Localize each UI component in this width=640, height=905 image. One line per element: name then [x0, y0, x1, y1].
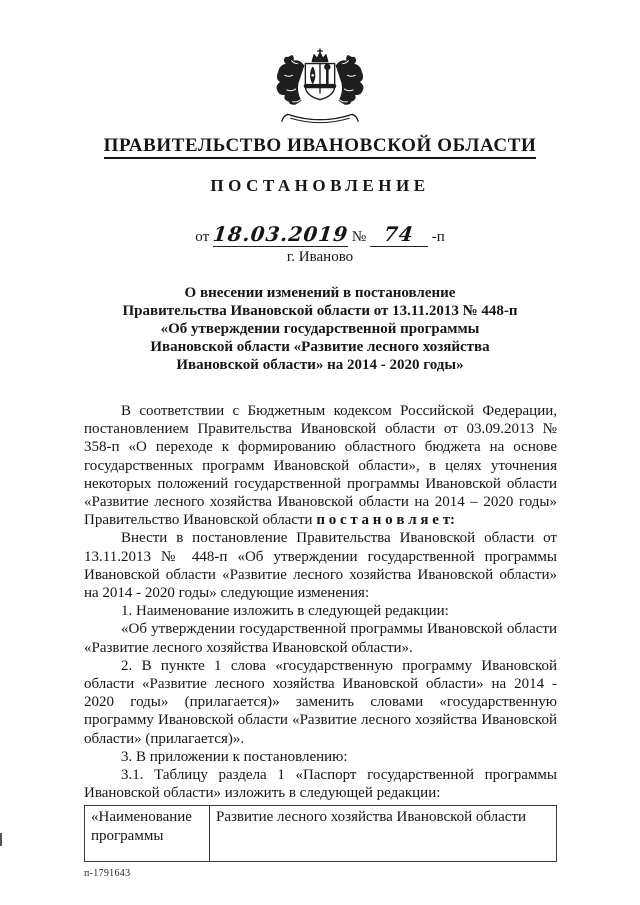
subject-block: [0, 284, 640, 374]
body-paragraph: [84, 602, 557, 620]
number-suffix: -п: [431, 229, 445, 245]
date-number-line: [0, 222, 640, 247]
paragraph-text: «Об утверждении государственной программы Ивановской области «Развитие лесного хозяйства Ивановской области».: [84, 621, 557, 656]
number-blank: [370, 222, 428, 247]
document-body: [84, 402, 557, 862]
paragraph-text: 3.1. Таблицу раздела 1 «Паспорт государственной программы Ивановской области» изложить в следующей редакции:: [84, 767, 557, 802]
paragraph-text: 1. Наименование изложить в следующей редакции:: [121, 603, 449, 620]
table-cell-value: Развитие лесного хозяйства Ивановской области: [210, 806, 557, 861]
ivanovo-oblast-emblem-icon: [256, 46, 384, 130]
body-paragraph: [84, 529, 557, 602]
city-label: г. Иваново: [286, 249, 354, 265]
subject-line: Ивановской области» на 2014 - 2020 годы»: [176, 357, 464, 373]
paragraph-bold-suffix: п о с т а н о в л я е т:: [316, 512, 456, 529]
date-blank: [213, 222, 348, 247]
body-paragraph: [84, 748, 557, 766]
date-prefix: от: [195, 229, 210, 245]
subject-line: Ивановской области «Развитие лесного хозяйства: [150, 339, 490, 355]
paragraph-text: Внести в постановление Правительства Ивановской области от 13.11.2013 № 448-п «Об утверждении государственной программы Ивановской области «Развитие лесного хозяйства Ивановской области» на 2014 - 2020 годы» следующие изменения:: [84, 530, 557, 602]
subject-line: «Об утверждении государственной программы: [160, 321, 480, 337]
table-row: [85, 806, 557, 861]
org-name-heading: [0, 135, 640, 157]
paragraph-text: 3. В приложении к постановлению:: [121, 748, 348, 765]
paragraph-text: 2. В пункте 1 слова «государственную программу Ивановской области «Развитие лесного хозяйства Ивановской области» на 2014 - 2020 годы» (прилагается)» заменить словами «государственную программу Ивановской области «Развитие лесного хозяйства Ивановской области» (прилагается)».: [84, 657, 557, 747]
registration-code: п-1791643: [84, 868, 131, 879]
paragraph-text: В соответствии с Бюджетным кодексом Российской Федерации, постановлением Правительства Ивановской области от 03.09.2013 № 358-п «О переходе к формированию областного бюджета на основе государственных программ Ивановской области», в целях уточнения некоторых положений государственной программы Ивановской области «Развитие лесного хозяйства Ивановской области на 2014 – 2020 годы» Правительство Ивановской области: [84, 403, 557, 529]
scan-artifact-mark: [0, 833, 2, 846]
body-paragraph: [84, 620, 557, 656]
body-paragraph: [84, 657, 557, 748]
org-name-text: ПРАВИТЕЛЬСТВО ИВАНОВСКОЙ ОБЛАСТИ: [104, 135, 537, 159]
passport-table: [84, 805, 557, 861]
passport-table-body: [85, 806, 557, 861]
body-paragraph: [84, 766, 557, 802]
coat-of-arms: [0, 46, 640, 130]
handwritten-number: 74: [382, 222, 416, 246]
handwritten-date: 18.03.2019: [211, 222, 350, 246]
subject-line: Правительства Ивановской области от 13.11.2013 № 448-п: [122, 303, 518, 319]
doc-type-heading: ПОСТАНОВЛЕНИЕ: [210, 176, 430, 195]
body-paragraph: [84, 402, 557, 529]
subject-line: О внесении изменений в постановление: [184, 285, 456, 301]
number-sign: №: [351, 229, 367, 245]
table-cell-label: «Наименование программы: [85, 806, 210, 861]
